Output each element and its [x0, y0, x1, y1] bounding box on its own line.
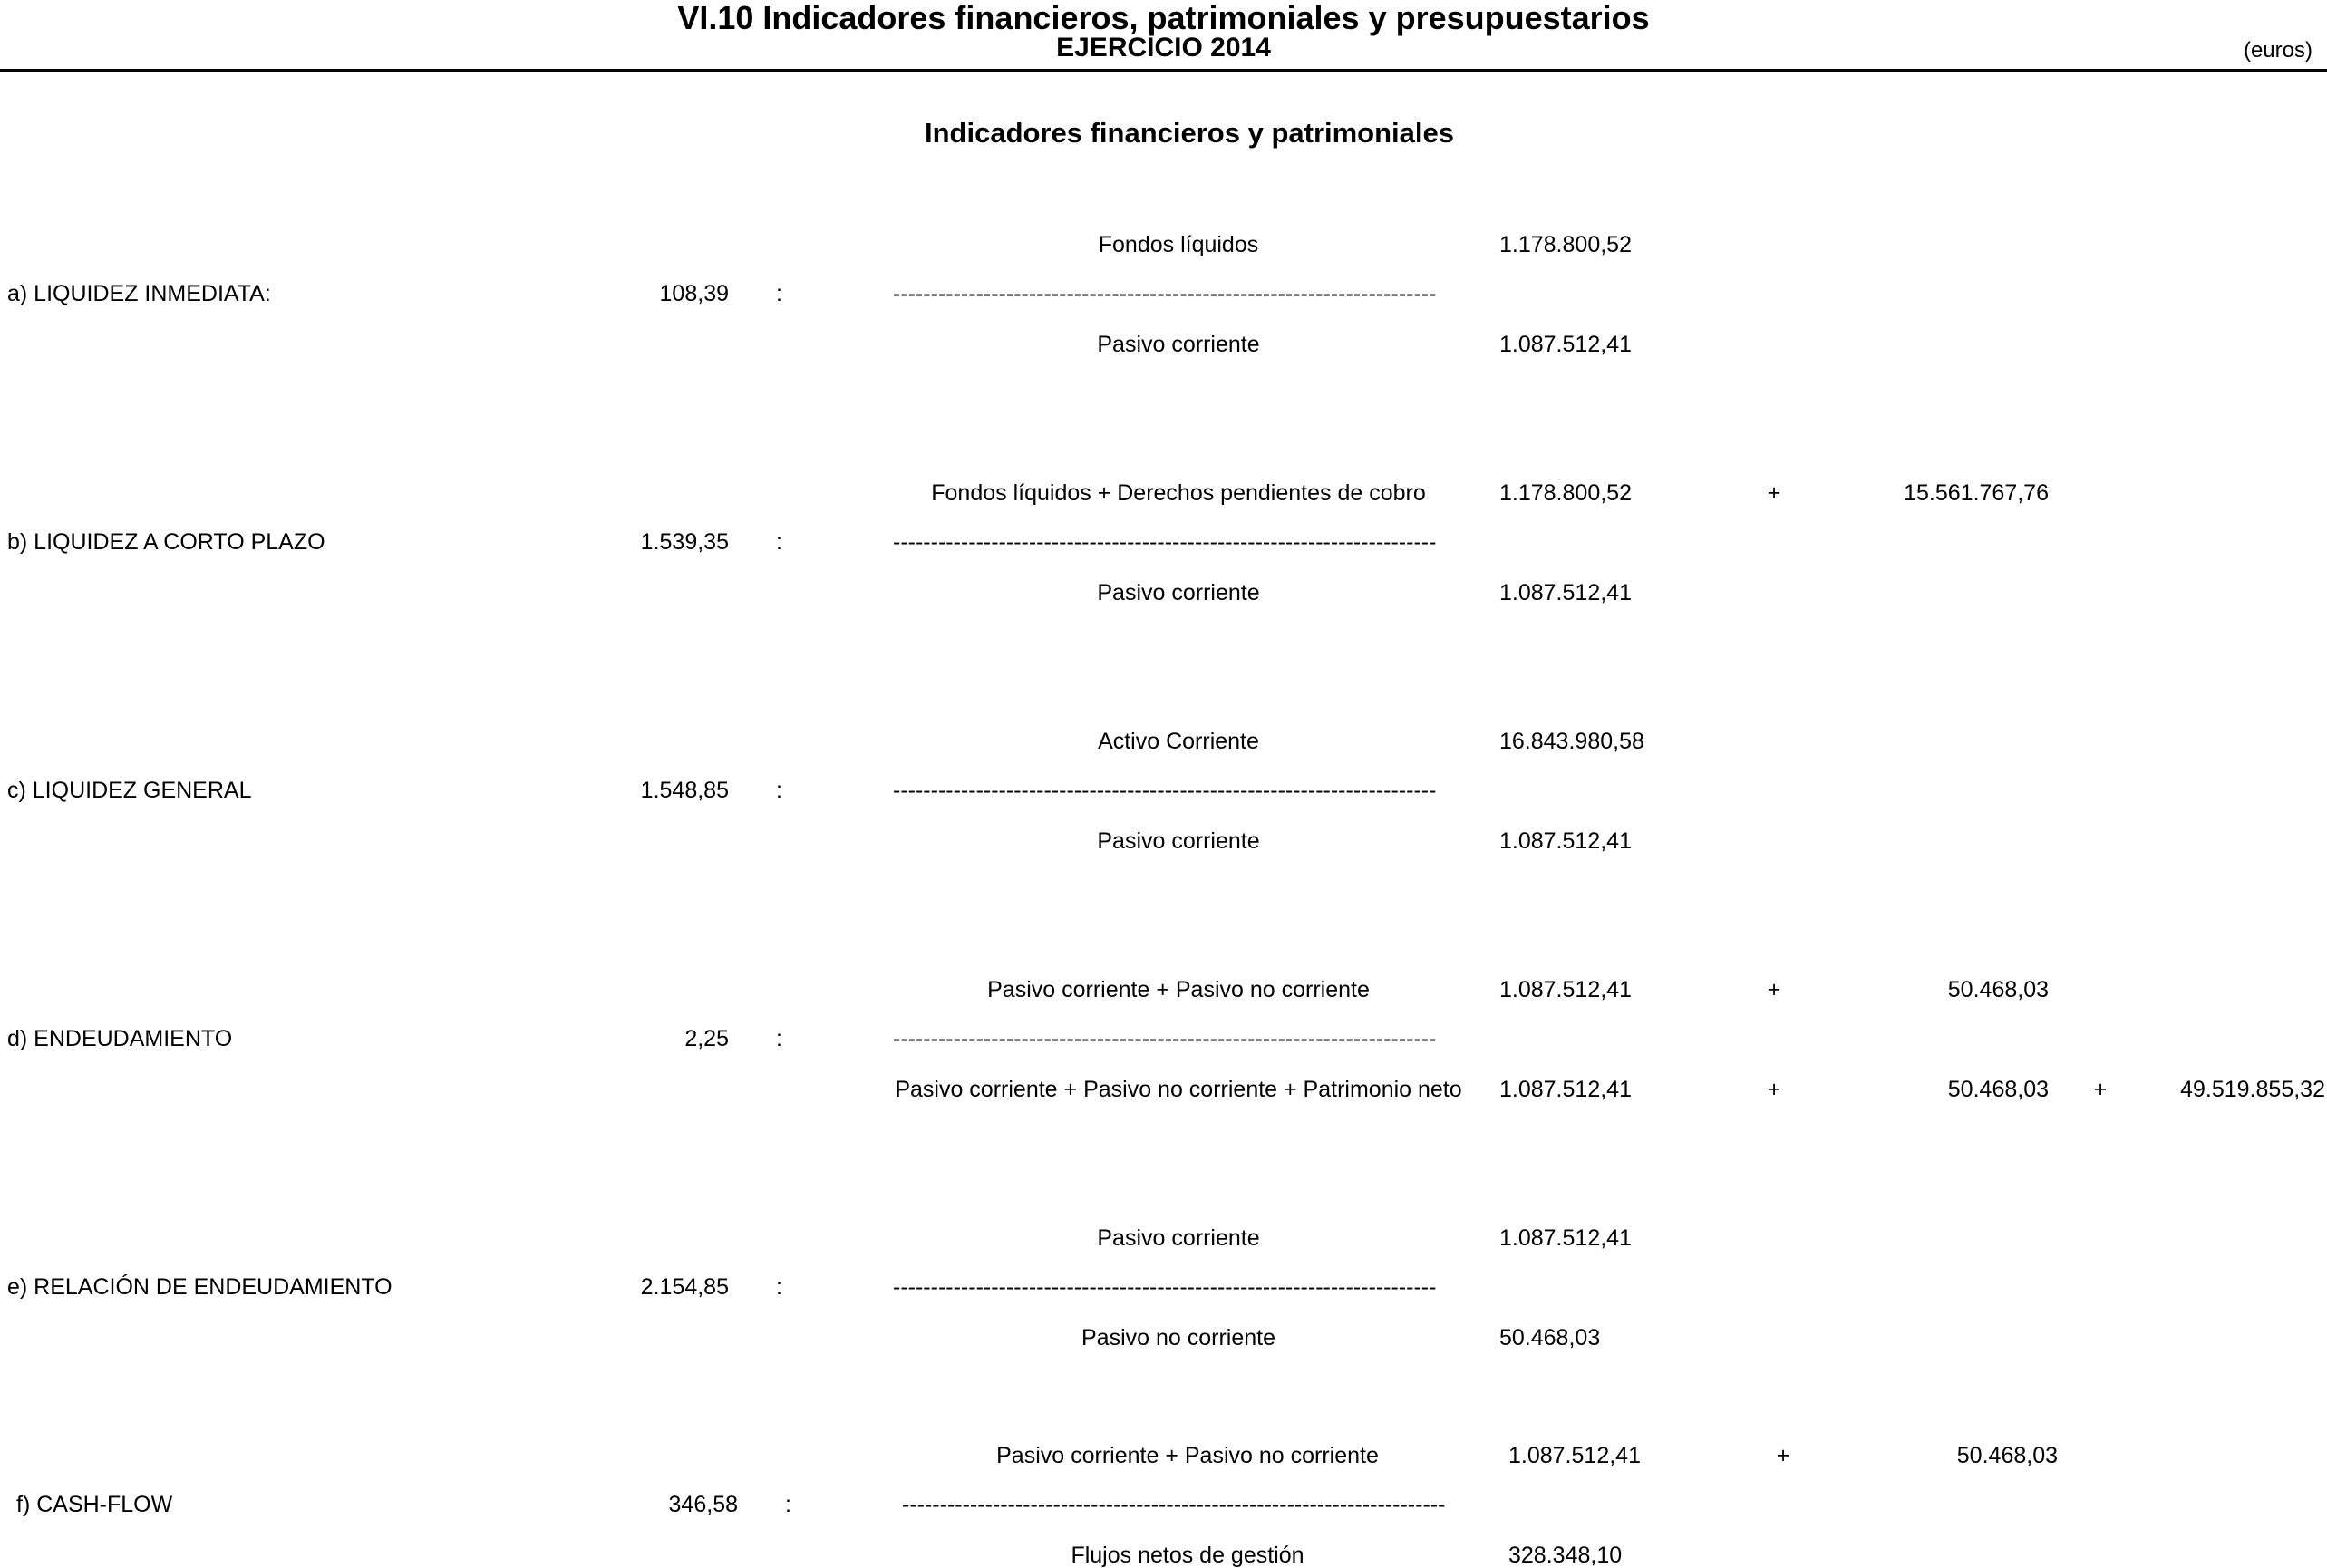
report-title: VI.10 Indicadores financieros, patrimoniales y presupuestarios — [677, 0, 1650, 36]
numerator-value-1: 1.178.800,52 — [1499, 480, 1632, 506]
denominator-value-1: 1.087.512,41 — [1499, 580, 1632, 605]
numerator-value-1: 1.087.512,41 — [1499, 1225, 1632, 1251]
denominator-label: Pasivo corriente — [1097, 828, 1260, 854]
numerator-label: Pasivo corriente + Pasivo no corriente — [996, 1443, 1379, 1468]
numerator-value-1: 16.843.980,58 — [1499, 729, 1644, 754]
numerator-label: Fondos líquidos — [1098, 232, 1259, 257]
colon: : — [785, 1492, 791, 1517]
denominator-label: Pasivo corriente — [1097, 580, 1260, 605]
section-title: Indicadores financieros y patrimoniales — [924, 117, 1455, 149]
denominator-value-2: 50.468,03 — [1947, 1077, 2049, 1102]
fraction-line: ------------------------------------------------------------------------ — [893, 281, 1437, 306]
plus-sign: + — [1767, 1077, 1781, 1102]
fraction-line: ------------------------------------------------------------------------ — [893, 778, 1437, 803]
denominator-value-1: 50.468,03 — [1499, 1325, 1601, 1350]
indicator-value: 1.539,35 — [640, 529, 729, 555]
denominator-value-3: 49.519.855,32 — [2180, 1077, 2325, 1102]
numerator-label: Activo Corriente — [1098, 729, 1259, 754]
numerator-value-1: 1.087.512,41 — [1508, 1443, 1641, 1468]
indicator-label: e) RELACIÓN DE ENDEUDAMIENTO — [7, 1274, 393, 1300]
fraction-line: ------------------------------------------------------------------------ — [893, 1026, 1437, 1051]
colon: : — [776, 529, 782, 555]
numerator-value-2: 50.468,03 — [1956, 1443, 2058, 1468]
colon: : — [776, 281, 782, 306]
numerator-value-1: 1.178.800,52 — [1499, 232, 1632, 257]
denominator-label: Flujos netos de gestión — [1071, 1543, 1304, 1568]
plus-sign: + — [1767, 480, 1781, 506]
indicator-label: a) LIQUIDEZ INMEDIATA: — [7, 281, 271, 306]
plus-sign: + — [1767, 977, 1781, 1002]
indicator-label: c) LIQUIDEZ GENERAL — [7, 778, 252, 803]
indicator-label: d) ENDEUDAMIENTO — [7, 1026, 233, 1051]
indicator-value: 2,25 — [684, 1026, 729, 1051]
report-subtitle: EJERCICIO 2014 — [1056, 33, 1271, 63]
plus-sign: + — [2093, 1077, 2108, 1102]
denominator-label: Pasivo corriente — [1097, 332, 1260, 357]
plus-sign: + — [1776, 1443, 1790, 1468]
numerator-label: Fondos líquidos + Derechos pendientes de cobro — [931, 480, 1426, 506]
fraction-line: ------------------------------------------------------------------------ — [893, 529, 1437, 555]
indicator-value: 108,39 — [659, 281, 729, 306]
numerator-label: Pasivo corriente + Pasivo no corriente — [987, 977, 1370, 1002]
colon: : — [776, 778, 782, 803]
fraction-line: ------------------------------------------------------------------------ — [902, 1492, 1446, 1517]
denominator-label: Pasivo no corriente — [1081, 1325, 1275, 1350]
denominator-value-1: 1.087.512,41 — [1499, 332, 1632, 357]
indicator-label: f) CASH-FLOW — [16, 1492, 173, 1517]
numerator-label: Pasivo corriente — [1097, 1225, 1260, 1251]
colon: : — [776, 1026, 782, 1051]
fraction-line: ------------------------------------------------------------------------ — [893, 1274, 1437, 1300]
indicator-value: 2.154,85 — [640, 1274, 729, 1300]
denominator-value-1: 328.348,10 — [1508, 1543, 1623, 1568]
numerator-value-1: 1.087.512,41 — [1499, 977, 1632, 1002]
denominator-value-1: 1.087.512,41 — [1499, 1077, 1632, 1102]
header-divider — [0, 69, 2327, 72]
denominator-value-1: 1.087.512,41 — [1499, 828, 1632, 854]
numerator-value-2: 50.468,03 — [1947, 977, 2049, 1002]
indicator-label: b) LIQUIDEZ A CORTO PLAZO — [7, 529, 325, 555]
denominator-label: Pasivo corriente + Pasivo no corriente + Patrimonio neto — [895, 1077, 1462, 1102]
colon: : — [776, 1274, 782, 1300]
indicator-value: 346,58 — [668, 1492, 738, 1517]
units-label: (euros) — [2243, 38, 2312, 63]
numerator-value-2: 15.561.767,76 — [1904, 480, 2049, 506]
indicator-value: 1.548,85 — [640, 778, 729, 803]
